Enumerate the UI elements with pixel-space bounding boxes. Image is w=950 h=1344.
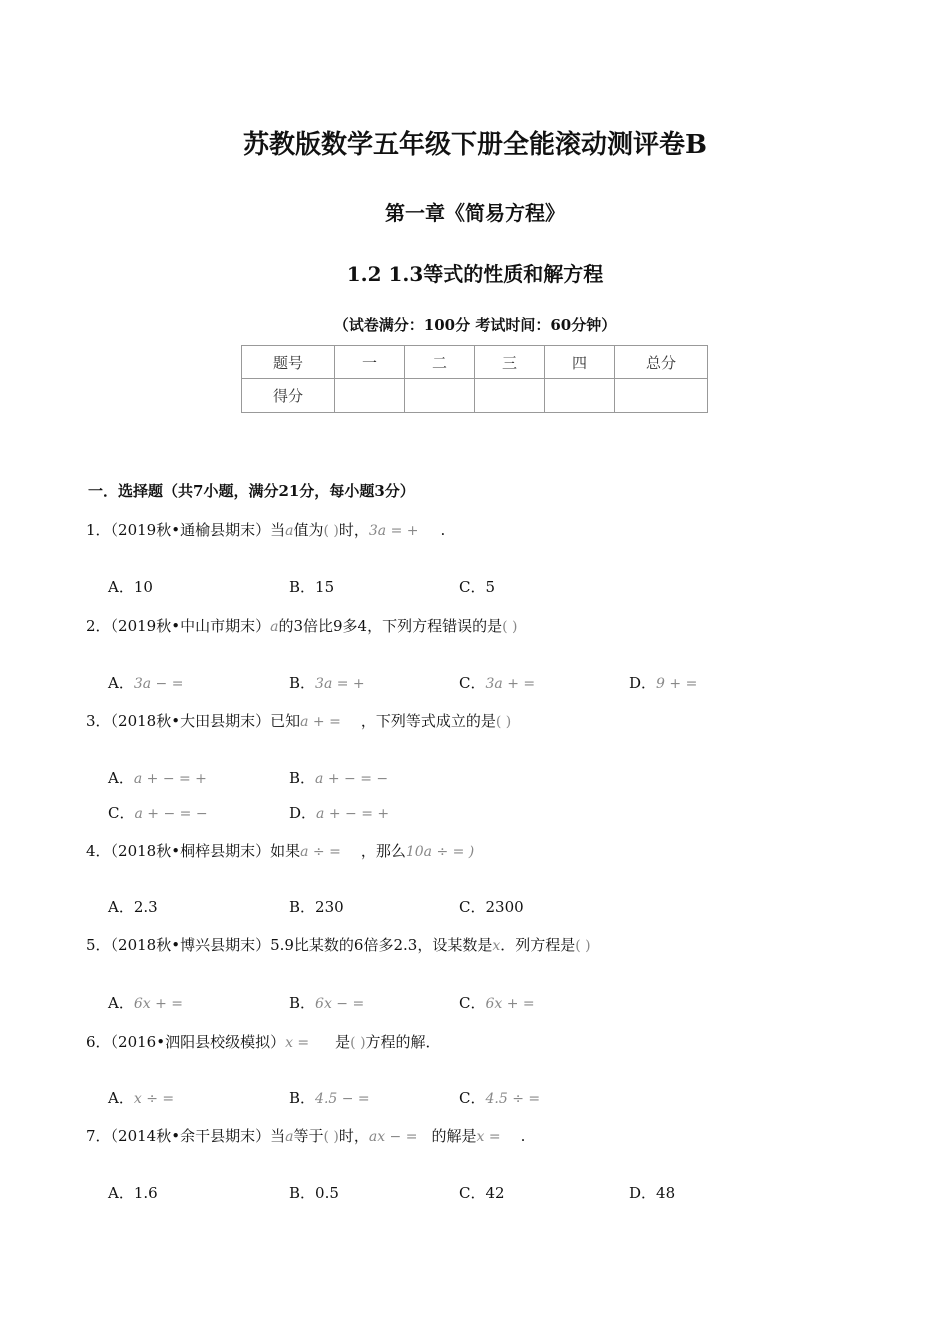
option-a[interactable] [108,992,183,1013]
option-label: B． [289,578,316,596]
question-3 [86,710,511,731]
option-label: A． [108,769,134,787]
option-label: D． [629,1184,657,1202]
page-title: 苏教版数学五年级下册全能滚动测评卷B [243,130,707,160]
option-math: 6x + = [133,996,184,1012]
math-expression: x = [476,1129,501,1145]
question-source: （2018秋•桐梓县期末） [110,842,271,860]
question-source: （2016•泗阳县校级模拟） [110,1033,286,1051]
option-math: 9 + = [656,676,698,692]
score-table-header-cell: 题号 [242,346,335,379]
math-expression: a [285,1129,294,1145]
chapter-title: 第一章《简易方程》 [385,201,565,225]
option-math: a + − = + [133,771,207,787]
score-cell[interactable] [405,379,475,413]
option-label: A． [108,1089,134,1107]
option-label: C． [459,1184,486,1202]
score-row-label: 得分 [242,379,335,413]
option-b[interactable] [289,767,388,788]
lesson-title: 1.2 1.3等式的性质和解方程 [346,262,604,286]
option-math: 6x + = [485,996,535,1012]
math-expression: a ÷ = [300,844,341,860]
math-expression: a + = [300,714,341,730]
question-text: 是 [335,1033,351,1051]
option-math: a + − = − [134,806,208,822]
option-label: A． [108,898,134,916]
question-text: 已知 [270,712,301,730]
option-a[interactable] [108,1087,174,1108]
option-c[interactable] [459,1087,540,1108]
section-title: 一．选择题（共7小题，满分21分，每小题3分） [88,482,415,500]
question-text: 时， [338,1127,369,1145]
option-label: B． [289,769,316,787]
exam-info: （试卷满分：100分 考试时间：60分钟） [333,316,617,334]
option-math: x ÷ = [133,1091,175,1107]
math-expression: x [492,938,501,954]
option-math: 6x − = [315,996,365,1012]
option-c[interactable] [459,576,495,597]
question-source: （2014秋•余干县期末） [110,1127,271,1145]
option-value: 10 [133,578,153,596]
option-label: B． [289,1184,316,1202]
question-text: 当 [270,1127,286,1145]
option-label: B． [289,994,316,1012]
option-math: a + − = + [316,806,390,822]
math-expression: 3a = + [368,523,419,539]
question-number: 3． [86,712,111,730]
math-expression: x = [285,1035,310,1051]
option-c[interactable] [459,992,535,1013]
option-value: 2.3 [133,898,158,916]
question-1 [86,519,445,540]
question-7 [86,1125,525,1146]
option-b[interactable] [289,672,365,693]
option-math: 3a = + [315,676,365,692]
option-label: C． [459,578,486,596]
score-cell[interactable] [545,379,615,413]
option-value: 5 [485,578,496,596]
option-math: a + − = − [315,771,389,787]
math-expression: 10a ÷ = ) [405,844,475,860]
option-a[interactable] [108,672,183,693]
question-6 [86,1031,441,1052]
option-a[interactable] [108,896,158,917]
option-label: B． [289,674,316,692]
question-text: 的3倍比9多4，下列方程错误的是 [278,617,503,635]
score-cell[interactable] [475,379,545,413]
question-source: （2018秋•大田县期末） [110,712,271,730]
option-b[interactable] [289,1182,339,1203]
score-table-header-cell: 总分 [615,346,708,379]
option-label: A． [108,1184,134,1202]
score-table-header-cell: 四 [545,346,615,379]
math-expression: a [270,619,279,635]
question-text: 的解是 [431,1127,477,1145]
question-text: 值为 [293,521,324,539]
math-expression: a [285,523,294,539]
question-source: （2019秋•通榆县期末） [110,521,271,539]
option-value: 230 [315,898,344,916]
question-text: ，下列等式成立的是 [360,712,496,730]
option-c[interactable] [459,1182,505,1203]
score-table [241,345,708,413]
option-d[interactable] [629,672,697,693]
question-number: 2． [86,617,111,635]
option-c[interactable] [459,672,535,693]
question-2 [86,615,517,636]
question-number: 5． [86,936,111,954]
option-label: C． [108,804,135,822]
option-c[interactable] [108,802,208,823]
option-d[interactable] [629,1182,675,1203]
option-math: 3a − = [133,676,184,692]
option-b[interactable] [289,896,344,917]
score-table-header-cell: 三 [475,346,545,379]
question-number: 4． [86,842,111,860]
answer-blank: ( ) [323,523,339,539]
option-d[interactable] [289,802,389,823]
option-label: C． [459,674,486,692]
option-math: 4.5 − = [315,1091,370,1107]
option-label: B． [289,898,316,916]
question-text: . [520,1127,526,1145]
option-b[interactable] [289,992,364,1013]
answer-blank: ( ) [575,938,591,954]
option-value: 1.6 [133,1184,158,1202]
question-text: 如果 [270,842,301,860]
option-c[interactable] [459,896,524,917]
question-text: 时， [338,521,369,539]
option-b[interactable] [289,1087,370,1108]
score-table-header-cell: 二 [405,346,475,379]
option-label: C． [459,898,486,916]
option-a[interactable] [108,576,153,597]
option-math: 3a + = [485,676,536,692]
math-expression: ax − = [368,1129,418,1145]
question-5 [86,934,591,955]
option-value: 2300 [485,898,524,916]
question-text: 等于 [293,1127,324,1145]
answer-blank: ( ) [502,619,518,635]
question-text: . [440,521,446,539]
option-a[interactable] [108,1182,158,1203]
option-label: A． [108,674,134,692]
score-table-header-cell: 一 [335,346,405,379]
option-label: B． [289,1089,316,1107]
question-4 [86,840,474,861]
score-cell[interactable] [335,379,405,413]
option-b[interactable] [289,576,334,597]
answer-blank: ( ) [323,1129,339,1145]
option-label: C． [459,1089,486,1107]
score-table-row [242,379,708,413]
question-text: 5.9比某数的6倍多2.3，设某数是 [270,936,493,954]
answer-blank: ( ) [495,714,512,730]
option-label: D． [629,674,657,692]
option-value: 15 [315,578,335,596]
option-math: 4.5 ÷ = [485,1091,541,1107]
question-source: （2019秋•中山市期末） [110,617,271,635]
option-a[interactable] [108,767,207,788]
question-number: 6． [86,1033,111,1051]
question-source: （2018秋•博兴县期末） [110,936,271,954]
answer-blank: ( ) [350,1035,366,1051]
score-cell[interactable] [615,379,708,413]
option-label: A． [108,578,134,596]
question-number: 1． [86,521,111,539]
option-label: A． [108,994,134,1012]
option-value: 48 [656,1184,676,1202]
option-value: 42 [485,1184,505,1202]
option-label: D． [289,804,317,822]
score-table-header-row [242,346,708,379]
question-number: 7． [86,1127,111,1145]
question-text: 方程的解． [365,1033,441,1051]
option-value: 0.5 [315,1184,339,1202]
option-label: C． [459,994,486,1012]
question-text: ，那么 [360,842,406,860]
question-text: ．列方程是 [500,936,576,954]
question-text: 当 [270,521,286,539]
